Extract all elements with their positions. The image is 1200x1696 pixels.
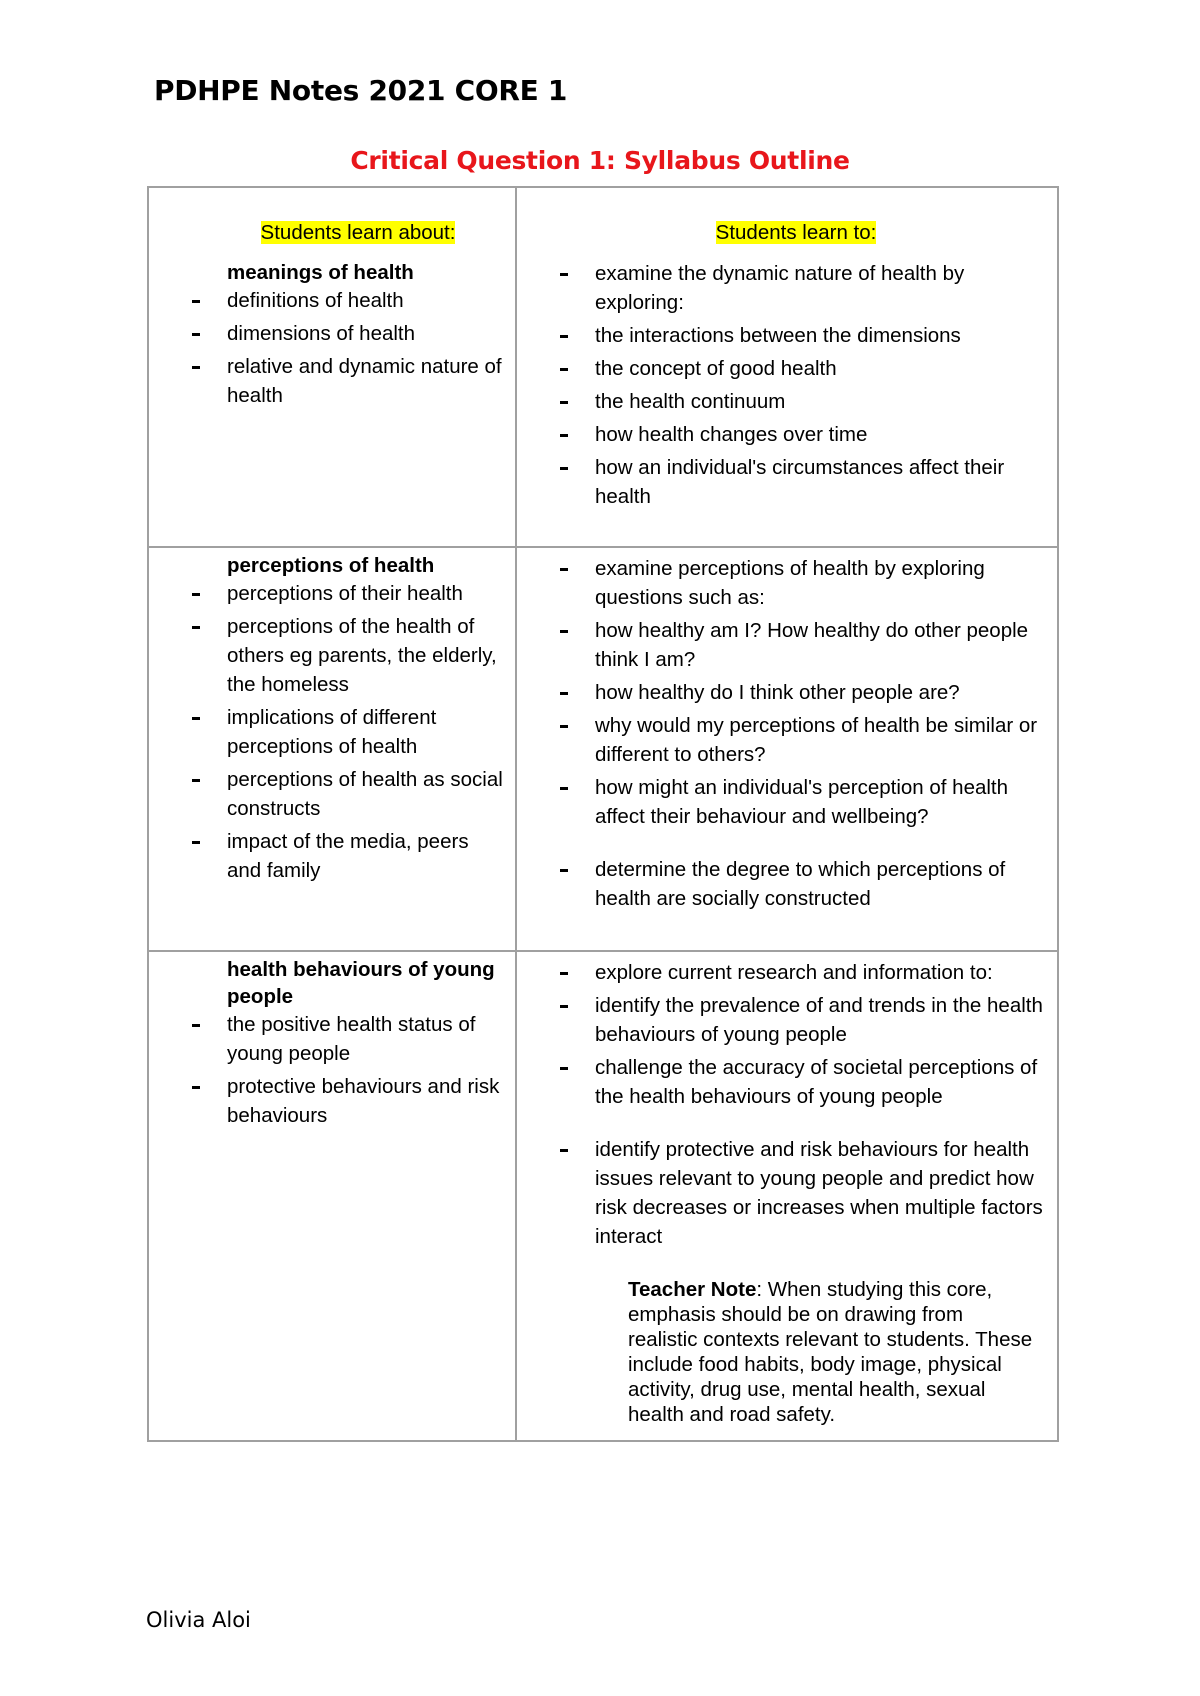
table-row [148,547,1058,951]
learn-to-heading [517,218,1057,247]
teacher-note [628,1277,1037,1427]
learn-about-heading [149,218,515,247]
syllabus-table [147,186,1059,1442]
list-item: why would my perceptions of health be similar or different to others? [517,711,1057,769]
list-item: how an individual's circumstances affect their health [517,453,1057,511]
list-item: examine the dynamic nature of health by exploring: [517,259,1057,317]
list-item: determine the degree to which perceptions of health are socially constructed [517,855,1057,913]
learn-to-cell [516,547,1058,951]
list-item: definitions of health [149,286,515,315]
table-row [148,187,1058,547]
learn-about-list [149,1010,515,1130]
list-item: implications of different perceptions of health [149,703,515,761]
list-item: protective behaviours and risk behaviours [149,1072,515,1130]
learn-to-list [517,958,1057,1251]
learn-to-list [517,554,1057,913]
learn-to-heading-text: Students learn to: [715,221,877,244]
learn-about-list [149,579,515,885]
list-item: perceptions of their health [149,579,515,608]
document-title: PDHPE Notes 2021 CORE 1 [154,74,568,107]
list-item: impact of the media, peers and family [149,827,515,885]
learn-about-heading-text: Students learn about: [260,221,456,244]
table-row [148,951,1058,1441]
list-item: the positive health status of young people [149,1010,515,1068]
teacher-note-label: Teacher Note [628,1278,757,1301]
list-item: the interactions between the dimensions [517,321,1057,350]
learn-to-cell [516,951,1058,1441]
list-item: how healthy do I think other people are? [517,678,1057,707]
topic-heading: health behaviours of young people [227,958,495,1008]
author-name: Olivia Aloi [146,1608,251,1632]
list-item: how healthy am I? How healthy do other people think I am? [517,616,1057,674]
list-item: how might an individual's perception of health affect their behaviour and wellbeing? [517,773,1057,831]
learn-about-list [149,286,515,410]
list-item: challenge the accuracy of societal perceptions of the health behaviours of young people [517,1053,1057,1111]
list-item: explore current research and information to: [517,958,1057,987]
list-item: perceptions of the health of others eg parents, the elderly, the homeless [149,612,515,699]
topic-heading: perceptions of health [227,554,435,577]
list-item: the concept of good health [517,354,1057,383]
teacher-note-text: : When studying this core, emphasis should be on drawing from realistic contexts relevant to students. These include food habits, body image, physical activity, drug use, mental health, sexual health and road safety. [628,1278,1033,1426]
list-item: examine perceptions of health by exploring questions such as: [517,554,1057,612]
list-item: relative and dynamic nature of health [149,352,515,410]
learn-about-cell [148,187,516,547]
learn-about-cell [148,951,516,1441]
learn-about-cell [148,547,516,951]
list-item: dimensions of health [149,319,515,348]
list-item: the health continuum [517,387,1057,416]
list-item: identify the prevalence of and trends in the health behaviours of young people [517,991,1057,1049]
list-item: how health changes over time [517,420,1057,449]
list-item: identify protective and risk behaviours for health issues relevant to young people and predict how risk decreases or increases when multiple factors interact [517,1135,1057,1251]
topic-heading: meanings of health [227,261,414,284]
section-subtitle: Critical Question 1: Syllabus Outline [350,146,850,175]
learn-to-cell [516,187,1058,547]
list-item: perceptions of health as social constructs [149,765,515,823]
learn-to-list [517,259,1057,511]
